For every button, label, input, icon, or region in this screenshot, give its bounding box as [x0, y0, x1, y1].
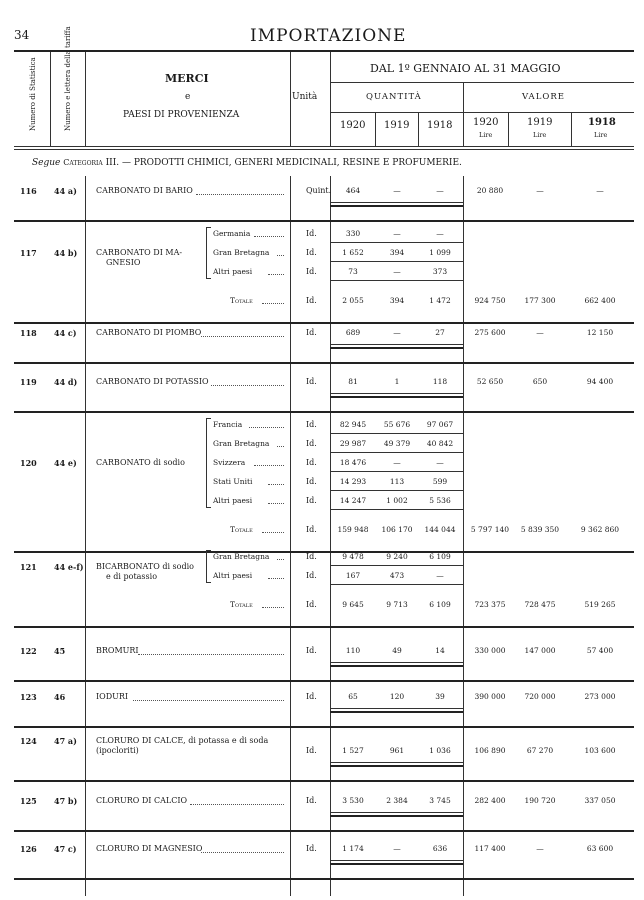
leader-dots: [190, 804, 284, 805]
total-quantity-1919: 9 713: [386, 600, 408, 609]
unit: Id.: [306, 496, 317, 505]
quantity-1918: 636: [432, 844, 448, 853]
goods-name-cont: (ipocloriti): [96, 746, 139, 755]
quantity-1918: 373: [432, 267, 448, 276]
quantity-underline: [330, 812, 463, 813]
category-title: III. — PRODOTTI CHIMICI, GENERI MEDICINALI, RESINE E PROFUMERIE.: [105, 158, 462, 168]
quantity-1918: —: [436, 458, 444, 467]
sub-rule: [330, 584, 463, 585]
quantity-1918: —: [436, 186, 444, 195]
goods-name-cont: GNESIO: [106, 258, 141, 267]
leader-dots: [196, 194, 284, 195]
country-brace: [206, 227, 211, 279]
total-quantity-1920: 159 948: [337, 525, 369, 534]
quantity-1919: 1: [394, 377, 400, 386]
quantity-double-rule: [330, 347, 463, 349]
row-separator: [14, 680, 634, 682]
quantity-1919: 473: [389, 571, 405, 580]
leader-dots: [277, 446, 284, 447]
merci-e: e: [185, 92, 191, 102]
stat-number: 123: [20, 692, 37, 702]
total-value-1918: 519 265: [584, 600, 616, 609]
unit: Id.: [306, 571, 317, 580]
col-stat-header: Numero di Statistica: [29, 57, 37, 131]
unit: Id.: [306, 328, 317, 337]
unit: Id.: [306, 525, 317, 534]
unit: Id.: [306, 420, 317, 429]
quantity-1920: 330: [345, 229, 361, 238]
unit: Id.: [306, 296, 317, 305]
value-1918: 57 400: [586, 646, 614, 655]
stat-number: 120: [20, 458, 37, 468]
quantita-label: QUANTITÀ: [366, 92, 422, 102]
quantity-1919: 49: [392, 646, 402, 655]
tariff-number: 44 b): [54, 248, 78, 258]
stat-number: 126: [20, 844, 37, 854]
tariff-number: 44 c): [54, 328, 77, 338]
value-1920: 20 880: [476, 186, 504, 195]
country-name: Francia: [213, 420, 243, 429]
goods-name: CARBONATO DI PIOMBO: [96, 328, 202, 337]
quantity-1920: 689: [345, 328, 361, 337]
v-year-1919: 1919: [527, 117, 553, 128]
quantity-1920: 29 987: [339, 439, 367, 448]
leader-dots: [262, 532, 284, 533]
total-value-1919: 5 839 350: [520, 525, 560, 534]
unit: Id.: [306, 796, 317, 805]
total-value-1920: 723 375: [474, 600, 506, 609]
quantity-1919: —: [393, 229, 401, 238]
stat-number: 124: [20, 736, 37, 746]
total-label: Totale: [230, 525, 253, 534]
total-value-1920: 924 750: [474, 296, 506, 305]
valore-label: VALORE: [522, 92, 565, 102]
v-year-1920: 1920: [473, 117, 499, 128]
unit: Id.: [306, 552, 317, 561]
quantity-1920: 110: [345, 646, 361, 655]
quantity-1918: 1 036: [429, 746, 451, 755]
quantity-underline: [330, 344, 463, 345]
quantity-1919: —: [393, 844, 401, 853]
unit: Id.: [306, 646, 317, 655]
merci-label: MERCI: [165, 72, 209, 85]
unita-label: Unità: [292, 92, 318, 102]
row-separator: [14, 551, 634, 553]
country-name: Altri paesi: [213, 267, 253, 276]
quantity-1920: 18 476: [339, 458, 367, 467]
value-1920: 282 400: [474, 796, 506, 805]
quantity-1920: 1 174: [342, 844, 364, 853]
country-name: Stati Uniti: [213, 477, 253, 486]
stat-number: 116: [20, 186, 37, 196]
stat-number: 118: [20, 328, 37, 338]
quantity-double-rule: [330, 665, 463, 667]
value-1920: 52 650: [476, 377, 504, 386]
sub-rule: [330, 452, 463, 453]
value-1919: —: [536, 186, 544, 195]
sub-rule: [330, 509, 463, 510]
sub-rule: [330, 280, 463, 281]
row-separator: [14, 626, 634, 628]
value-1918: 103 600: [584, 746, 616, 755]
tariff-number: 47 a): [54, 736, 77, 746]
total-label: Totale: [230, 600, 253, 609]
period-label: DAL 1º GENNAIO AL 31 MAGGIO: [370, 62, 561, 75]
unit: Id.: [306, 229, 317, 238]
quantity-underline: [330, 860, 463, 861]
country-name: Altri paesi: [213, 496, 253, 505]
quantity-1920: 14 247: [339, 496, 367, 505]
leader-dots: [262, 607, 284, 608]
leader-dots: [254, 236, 284, 237]
goods-name: BICARBONATO di sodio: [96, 561, 194, 571]
quantity-double-rule: [330, 815, 463, 817]
q-year-1918: 1918: [427, 120, 453, 131]
category-segue: Segue: [32, 158, 61, 168]
total-quantity-1918: 144 044: [424, 525, 456, 534]
sub-rule: [330, 433, 463, 434]
total-quantity-1919: 106 170: [381, 525, 413, 534]
quantity-1920: 14 293: [339, 477, 367, 486]
country-name: Gran Bretagna: [213, 439, 270, 448]
quantity-double-rule: [330, 205, 463, 207]
unit: Id.: [306, 692, 317, 701]
leader-dots: [201, 336, 284, 337]
col-tariff-header: Numero e lettera della tariffa: [64, 26, 72, 131]
quantity-1918: —: [436, 571, 444, 580]
total-value-1919: 177 300: [524, 296, 556, 305]
value-1918: 337 050: [584, 796, 616, 805]
leader-dots: [268, 274, 284, 275]
country-name: Germania: [213, 229, 251, 238]
quantity-underline: [330, 393, 463, 394]
unit: Id.: [306, 439, 317, 448]
unit: Id.: [306, 746, 317, 755]
quantity-1918: 97 067: [426, 420, 454, 429]
unit: Id.: [306, 477, 317, 486]
row-separator: [14, 220, 634, 222]
leader-dots: [138, 654, 284, 655]
country-name: Svizzera: [213, 458, 246, 467]
row-separator: [14, 878, 634, 880]
value-1918: 12 150: [586, 328, 614, 337]
quantity-1920: 82 945: [339, 420, 367, 429]
quantity-1918: 5 536: [429, 496, 451, 505]
category-cat: Categoria: [63, 158, 103, 167]
q-year-1919: 1919: [384, 120, 410, 131]
quantity-1919: 120: [389, 692, 405, 701]
sub-rule: [330, 261, 463, 262]
total-quantity-1918: 1 472: [429, 296, 451, 305]
total-value-1918: 9 362 860: [580, 525, 620, 534]
value-1920: 390 000: [474, 692, 506, 701]
quantity-1919: —: [393, 267, 401, 276]
quantity-1918: 6 109: [429, 552, 451, 561]
category-line: [32, 158, 462, 168]
quantity-1918: 118: [432, 377, 448, 386]
quantity-underline: [330, 202, 463, 203]
page-title: IMPORTAZIONE: [250, 26, 407, 46]
total-quantity-1919: 394: [389, 296, 405, 305]
quantity-1920: 1 652: [342, 248, 364, 257]
lire-label-1918: Lire: [594, 131, 608, 139]
goods-name-cont: e di potassio: [106, 571, 158, 581]
unit: Id.: [306, 248, 317, 257]
quantity-underline: [330, 708, 463, 709]
quantity-double-rule: [330, 765, 463, 767]
paesi-label: PAESI DI PROVENIENZA: [123, 110, 240, 120]
tariff-number: 47 c): [54, 844, 77, 854]
quantity-1919: 9 240: [386, 552, 408, 561]
quantity-double-rule: [330, 863, 463, 865]
quantity-1919: —: [393, 458, 401, 467]
unit: Id.: [306, 458, 317, 467]
value-1920: 117 400: [474, 844, 506, 853]
stat-number: 122: [20, 646, 37, 656]
leader-dots: [211, 385, 284, 386]
quantity-1920: 1 527: [342, 746, 364, 755]
tariff-number: 44 d): [54, 377, 78, 387]
quantity-1920: 3 530: [342, 796, 364, 805]
tariff-number: 44 e): [54, 458, 77, 468]
quantity-1920: 65: [348, 692, 358, 701]
leader-dots: [268, 484, 284, 485]
leader-dots: [277, 559, 284, 560]
leader-dots: [201, 852, 284, 853]
quantity-1918: —: [436, 229, 444, 238]
quantity-underline: [330, 762, 463, 763]
goods-name: BROMURI: [96, 646, 139, 655]
value-1918: 63 600: [586, 844, 614, 853]
unit: Id.: [306, 377, 317, 386]
value-1920: 330 000: [474, 646, 506, 655]
value-1919: —: [536, 328, 544, 337]
quantity-1918: 27: [435, 328, 445, 337]
unit: Id.: [306, 267, 317, 276]
value-1919: 650: [532, 377, 548, 386]
quantity-1918: 1 099: [429, 248, 451, 257]
row-separator: [14, 322, 634, 324]
v-year-1918: 1918: [588, 117, 616, 128]
unit: Id.: [306, 600, 317, 609]
country-name: Altri paesi: [213, 571, 253, 580]
goods-name: CARBONATO DI POTASSIO: [96, 377, 209, 386]
leader-dots: [262, 303, 284, 304]
tariff-number: 45: [54, 646, 66, 656]
quantity-1919: 2 384: [386, 796, 408, 805]
sub-rule: [330, 471, 463, 472]
total-value-1918: 662 400: [584, 296, 616, 305]
quantity-1919: 55 676: [383, 420, 411, 429]
quantity-1919: 113: [389, 477, 405, 486]
total-quantity-1920: 2 055: [342, 296, 364, 305]
country-name: Gran Bretagna: [213, 248, 270, 257]
value-1920: 275 600: [474, 328, 506, 337]
goods-name: CLORURO DI CALCIO: [96, 796, 188, 805]
quantity-double-rule: [330, 711, 463, 713]
leader-dots: [249, 427, 284, 428]
leader-dots: [268, 503, 284, 504]
lire-label-1919: Lire: [533, 131, 547, 139]
goods-name: CLORURO DI CALCE, di potassa e di soda: [96, 736, 269, 745]
quantity-1919: 961: [389, 746, 405, 755]
page-number: 34: [14, 28, 30, 42]
quantity-1918: 3 745: [429, 796, 451, 805]
stat-number: 119: [20, 377, 37, 387]
country-name: Gran Bretagna: [213, 552, 270, 561]
stat-number: 117: [20, 248, 37, 258]
quantity-1919: 394: [389, 248, 405, 257]
leader-dots: [254, 465, 284, 466]
sub-rule: [330, 242, 463, 243]
quantity-1919: —: [393, 186, 401, 195]
sub-rule: [330, 490, 463, 491]
unit: Id.: [306, 844, 317, 853]
row-separator: [14, 362, 634, 364]
goods-name: CARBONATO di sodio: [96, 458, 185, 467]
tariff-number: 44 a): [54, 186, 77, 196]
value-1919: —: [536, 844, 544, 853]
lire-label-1920: Lire: [479, 131, 493, 139]
quantity-1919: 49 379: [383, 439, 411, 448]
quantity-1918: 39: [435, 692, 445, 701]
row-separator: [14, 726, 634, 728]
quantity-1920: 464: [345, 186, 361, 195]
total-value-1919: 728 475: [524, 600, 556, 609]
value-1919: 67 270: [526, 746, 554, 755]
value-1919: 190 720: [524, 796, 556, 805]
tariff-number: 47 b): [54, 796, 78, 806]
stat-number: 121: [20, 561, 37, 572]
quantity-1920: 81: [348, 377, 358, 386]
goods-name: CLORURO DI MAGNESIO: [96, 844, 203, 853]
total-label: Totale: [230, 296, 253, 305]
header-top-rule: [14, 50, 634, 52]
q-year-1920: 1920: [340, 120, 366, 131]
leader-dots: [277, 255, 284, 256]
total-quantity-1918: 6 109: [429, 600, 451, 609]
value-1918: —: [596, 186, 604, 195]
value-1918: 273 000: [584, 692, 616, 701]
quantity-1918: 14: [435, 646, 445, 655]
value-1919: 720 000: [524, 692, 556, 701]
goods-name: CARBONATO DI MA-: [96, 248, 183, 257]
quantity-1919: —: [393, 328, 401, 337]
country-brace: [206, 550, 211, 583]
value-1918: 94 400: [586, 377, 614, 386]
goods-name: IODURI: [96, 692, 129, 701]
quantity-1918: 599: [432, 477, 448, 486]
quantity-1918: 40 842: [426, 439, 454, 448]
quantity-1920: 167: [345, 571, 361, 580]
row-separator: [14, 411, 634, 413]
quantity-1920: 9 478: [342, 552, 364, 561]
quantity-underline: [330, 662, 463, 663]
tariff-number: 46: [54, 692, 66, 702]
quantity-1919: 1 002: [386, 496, 408, 505]
value-1920: 106 890: [474, 746, 506, 755]
total-quantity-1920: 9 645: [342, 600, 364, 609]
tariff-number: 44 e-f): [54, 561, 84, 572]
goods-name: CARBONATO DI BARIO: [96, 186, 193, 195]
country-brace: [206, 418, 211, 508]
quantity-1920: 73: [348, 267, 358, 276]
stat-number: 125: [20, 796, 37, 806]
total-value-1920: 5 797 140: [470, 525, 510, 534]
unit: Quint.: [306, 186, 332, 195]
leader-dots: [268, 578, 284, 579]
sub-rule: [330, 565, 463, 566]
row-separator: [14, 830, 634, 832]
row-separator: [14, 780, 634, 782]
value-1919: 147 000: [524, 646, 556, 655]
leader-dots: [133, 700, 284, 701]
quantity-double-rule: [330, 396, 463, 398]
